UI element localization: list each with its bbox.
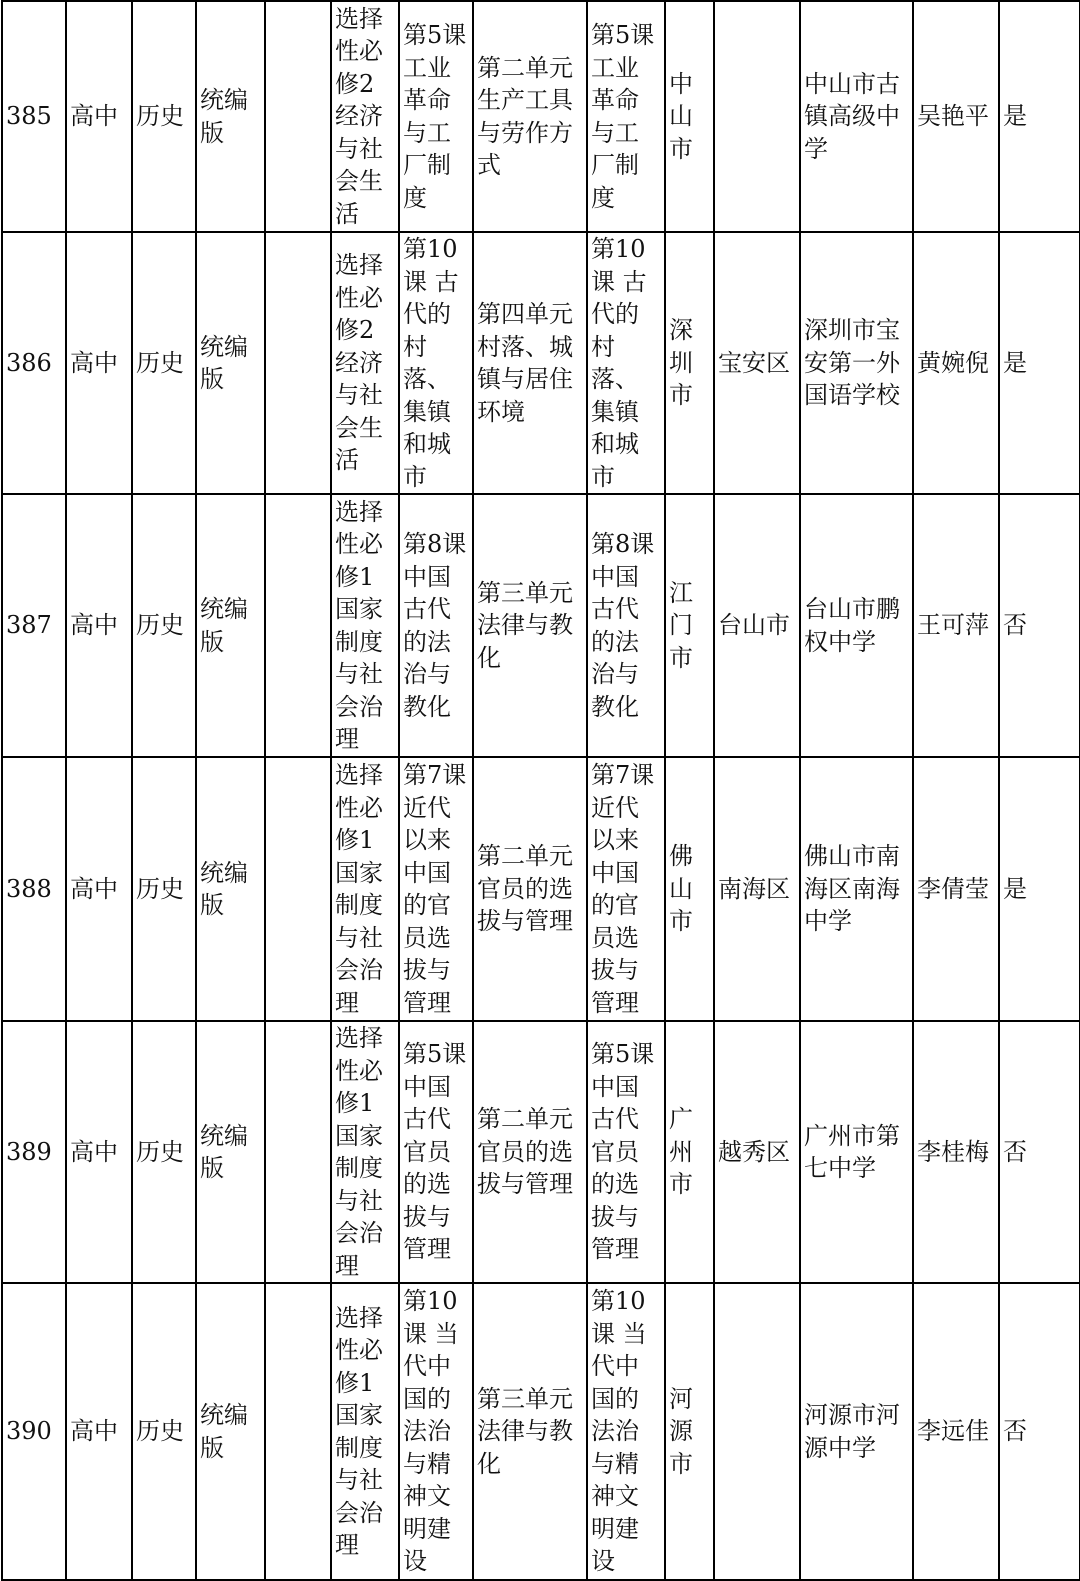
district: 台山市 xyxy=(714,494,800,757)
subject: 历史 xyxy=(132,1021,196,1283)
teacher: 李远佳 xyxy=(913,1283,999,1580)
school: 佛山市南海区南海中学 xyxy=(800,757,913,1021)
school: 台山市鹏权中学 xyxy=(800,494,913,757)
teacher: 吴艳平 xyxy=(913,1,999,232)
unit: 第三单元法律与教化 xyxy=(473,1283,587,1580)
teacher: 李桂梅 xyxy=(913,1021,999,1283)
row-number: 386 xyxy=(2,232,66,494)
empty-cell xyxy=(265,1283,331,1580)
lesson-topic: 第5课工业革命与工厂制度 xyxy=(587,1,665,232)
lesson: 第10课 古代的村落、集镇和城市 xyxy=(399,232,473,494)
school: 中山市古镇高级中学 xyxy=(800,1,913,232)
empty-cell xyxy=(265,1021,331,1283)
city: 河源市 xyxy=(665,1283,714,1580)
textbook: 选择性必修1国家制度与社会治理 xyxy=(331,1283,399,1580)
lesson-topic: 第7课近代以来中国的官员选拔与管理 xyxy=(587,757,665,1021)
lesson: 第7课近代以来中国的官员选拔与管理 xyxy=(399,757,473,1021)
district xyxy=(714,1,800,232)
city: 江门市 xyxy=(665,494,714,757)
district: 南海区 xyxy=(714,757,800,1021)
unit: 第三单元法律与教化 xyxy=(473,494,587,757)
table-row xyxy=(2,1283,1080,1580)
subject: 历史 xyxy=(132,494,196,757)
school: 深圳市宝安第一外国语学校 xyxy=(800,232,913,494)
subject: 历史 xyxy=(132,1283,196,1580)
table-row xyxy=(2,1021,1080,1283)
school-level: 高中 xyxy=(66,1021,132,1283)
school-level: 高中 xyxy=(66,1,132,232)
lesson: 第5课工业革命与工厂制度 xyxy=(399,1,473,232)
subject: 历史 xyxy=(132,232,196,494)
subject: 历史 xyxy=(132,757,196,1021)
textbook: 选择性必修1国家制度与社会治理 xyxy=(331,757,399,1021)
row-number: 389 xyxy=(2,1021,66,1283)
city: 佛山市 xyxy=(665,757,714,1021)
teacher: 李倩莹 xyxy=(913,757,999,1021)
yes-no-flag: 是 xyxy=(999,232,1080,494)
city: 中山市 xyxy=(665,1,714,232)
yes-no-flag: 是 xyxy=(999,1,1080,232)
school-level: 高中 xyxy=(66,757,132,1021)
city: 广州市 xyxy=(665,1021,714,1283)
lesson: 第8课中国古代的法治与教化 xyxy=(399,494,473,757)
textbook: 选择性必修1国家制度与社会治理 xyxy=(331,494,399,757)
yes-no-flag: 是 xyxy=(999,757,1080,1021)
empty-cell xyxy=(265,757,331,1021)
school-level: 高中 xyxy=(66,232,132,494)
teacher: 王可萍 xyxy=(913,494,999,757)
edition: 统编版 xyxy=(196,1021,265,1283)
table-row xyxy=(2,494,1080,757)
unit: 第二单元官员的选拔与管理 xyxy=(473,757,587,1021)
edition: 统编版 xyxy=(196,1283,265,1580)
textbook: 选择性必修1国家制度与社会治理 xyxy=(331,1021,399,1283)
row-number: 387 xyxy=(2,494,66,757)
district: 越秀区 xyxy=(714,1021,800,1283)
table-row xyxy=(2,1,1080,232)
district xyxy=(714,1283,800,1580)
empty-cell xyxy=(265,232,331,494)
lesson-topic: 第10课 当代中国的法治与精神文明建设 xyxy=(587,1283,665,1580)
lesson-topic: 第5课中国古代官员的选拔与管理 xyxy=(587,1021,665,1283)
school-level: 高中 xyxy=(66,1283,132,1580)
row-number: 388 xyxy=(2,757,66,1021)
yes-no-flag: 否 xyxy=(999,1021,1080,1283)
city: 深圳市 xyxy=(665,232,714,494)
lesson-topic: 第8课中国古代的法治与教化 xyxy=(587,494,665,757)
teacher: 黄婉倪 xyxy=(913,232,999,494)
edition: 统编版 xyxy=(196,757,265,1021)
edition: 统编版 xyxy=(196,1,265,232)
school: 广州市第七中学 xyxy=(800,1021,913,1283)
table-row xyxy=(2,757,1080,1021)
yes-no-flag: 否 xyxy=(999,494,1080,757)
unit: 第二单元生产工具与劳作方式 xyxy=(473,1,587,232)
edition: 统编版 xyxy=(196,232,265,494)
textbook: 选择性必修2经济与社会生活 xyxy=(331,1,399,232)
lesson: 第5课中国古代官员的选拔与管理 xyxy=(399,1021,473,1283)
unit: 第二单元官员的选拔与管理 xyxy=(473,1021,587,1283)
award-table xyxy=(1,0,1080,1581)
textbook: 选择性必修2经济与社会生活 xyxy=(331,232,399,494)
unit: 第四单元村落、城镇与居住环境 xyxy=(473,232,587,494)
lesson: 第10课 当代中国的法治与精神文明建设 xyxy=(399,1283,473,1580)
table-row xyxy=(2,232,1080,494)
school-level: 高中 xyxy=(66,494,132,757)
row-number: 390 xyxy=(2,1283,66,1580)
empty-cell xyxy=(265,494,331,757)
empty-cell xyxy=(265,1,331,232)
lesson-topic: 第10课 古代的村落、集镇和城市 xyxy=(587,232,665,494)
row-number: 385 xyxy=(2,1,66,232)
yes-no-flag: 否 xyxy=(999,1283,1080,1580)
subject: 历史 xyxy=(132,1,196,232)
school: 河源市河源中学 xyxy=(800,1283,913,1580)
edition: 统编版 xyxy=(196,494,265,757)
district: 宝安区 xyxy=(714,232,800,494)
